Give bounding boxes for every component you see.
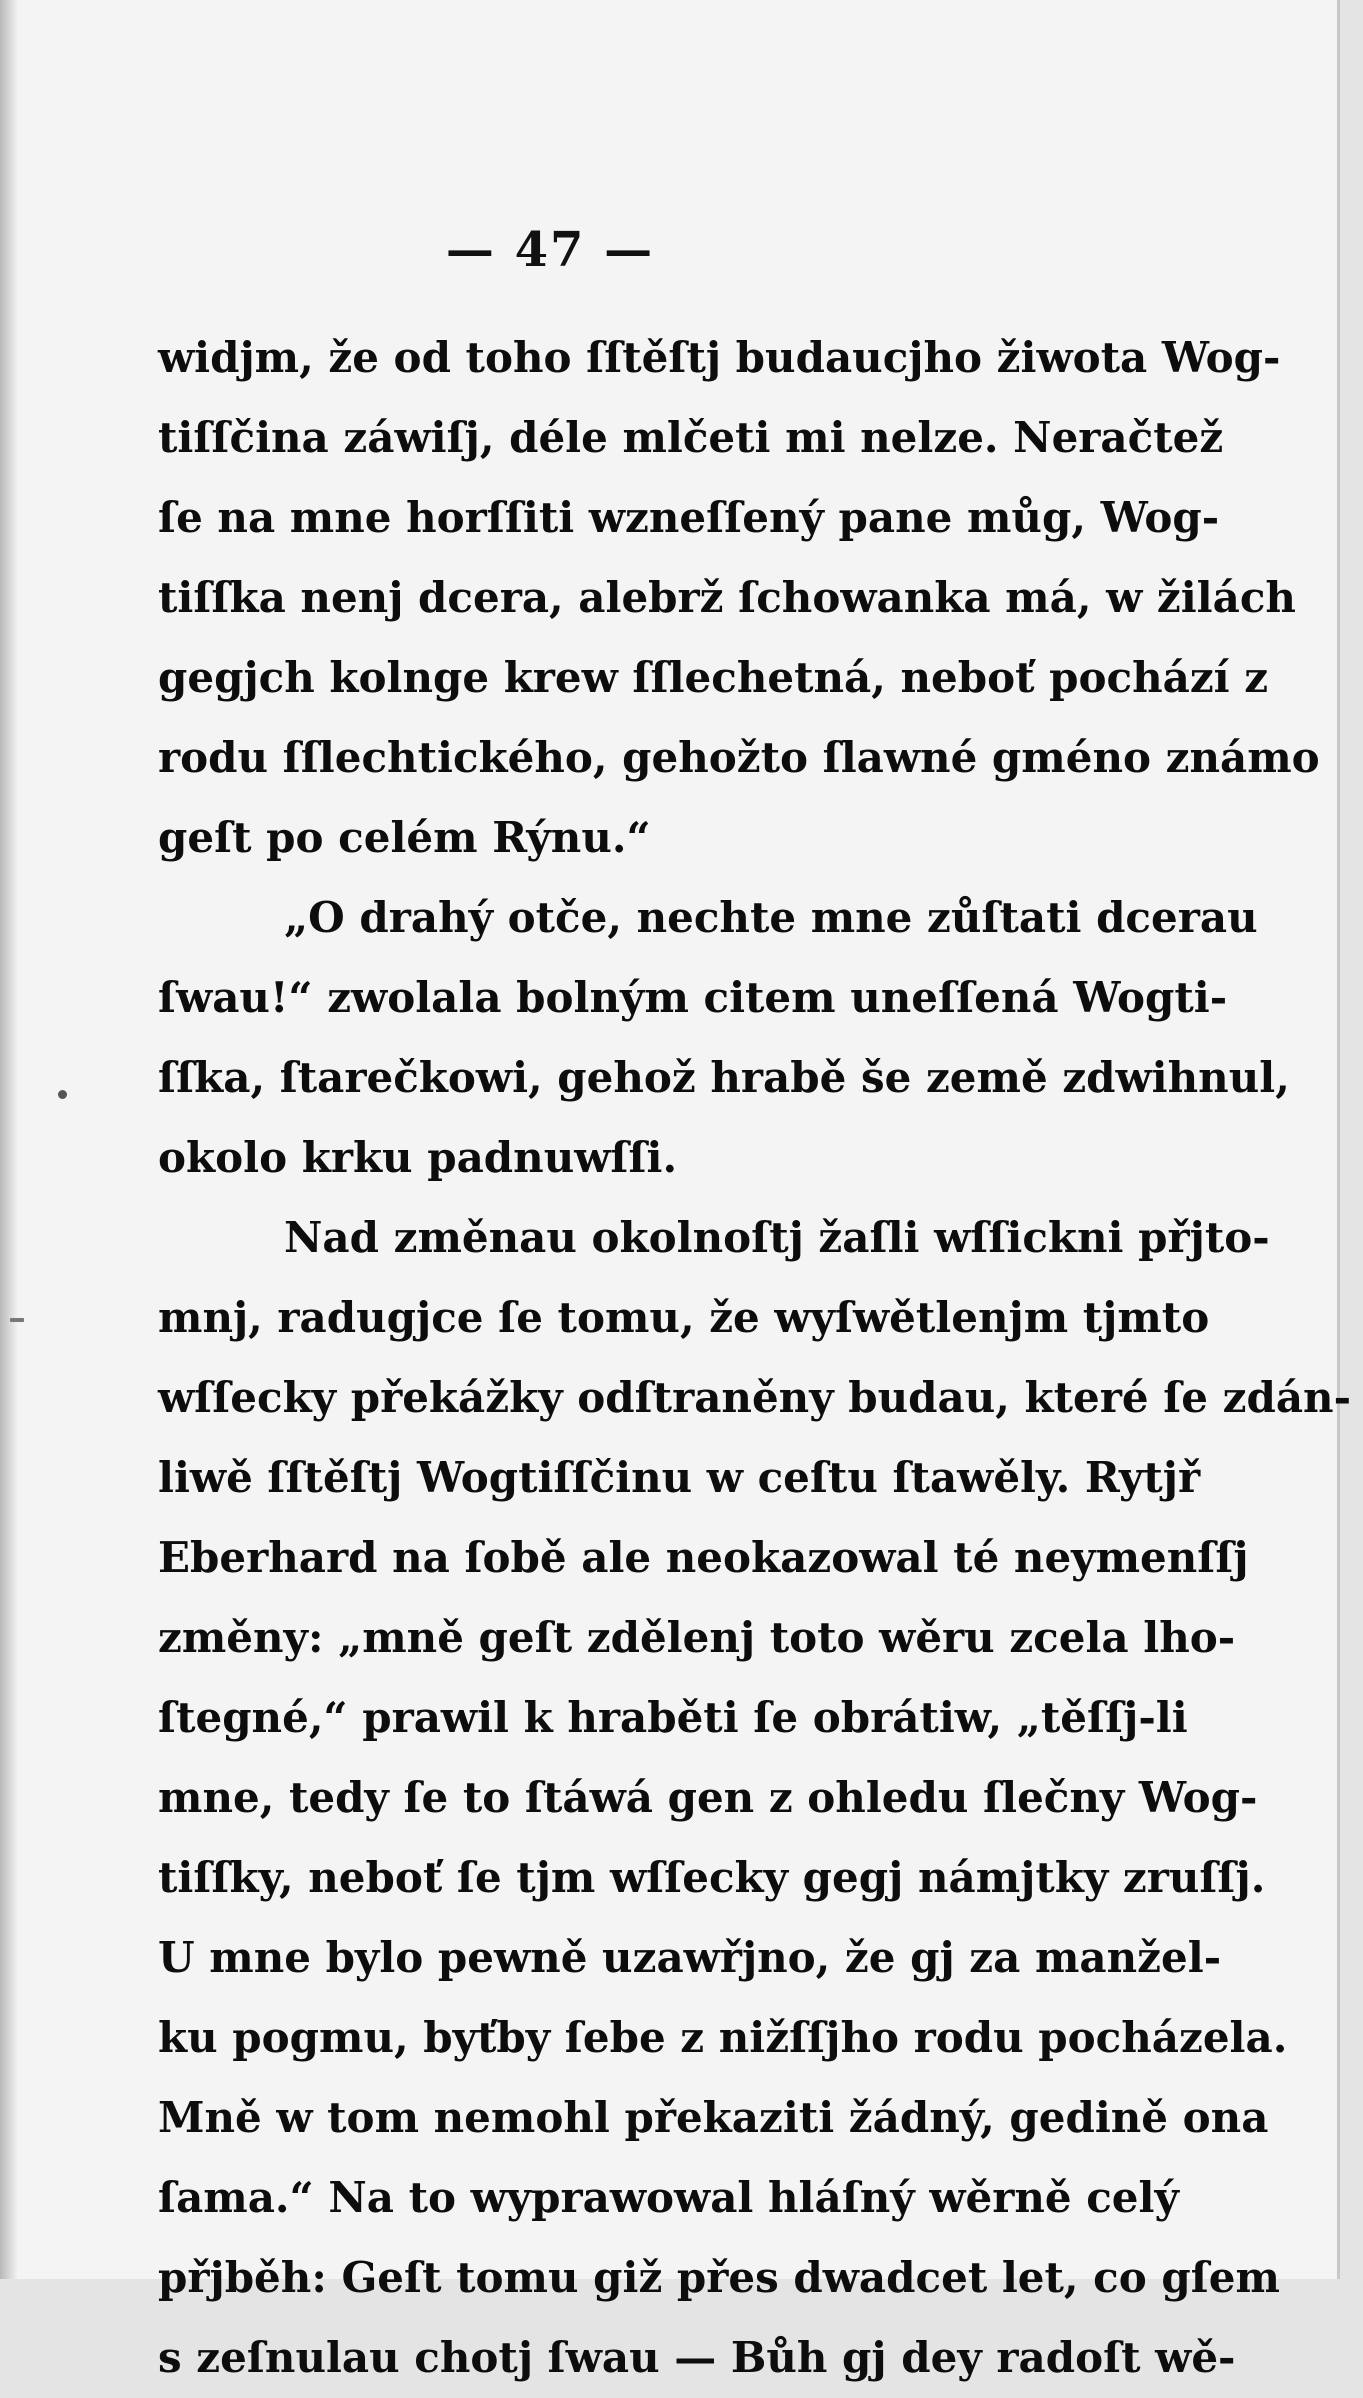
text-line: ſama.“ Na to wyprawowal hláſný wěrně celý bbox=[158, 2173, 1179, 2222]
paper-speck bbox=[58, 1090, 67, 1099]
body-text bbox=[158, 318, 1352, 2398]
text-line: Nad změnau okolnoſtj žaſli wſſickni přjto- bbox=[284, 1213, 1270, 1262]
text-line: gegjch kolnge krew ſſlechetná, neboť pochází z bbox=[158, 653, 1269, 702]
text-line: ſſka, ſtarečkowi, gehož hrabě še země zdwihnul, bbox=[158, 1053, 1290, 1102]
text-line: přjběh: Geſt tomu giž přes dwadcet let, co gſem bbox=[158, 2253, 1280, 2302]
text-line: s zeſnulau chotj ſwau — Bůh gj dey radoſt wě- bbox=[158, 2333, 1236, 2382]
text-line: liwě ſſtěſtj Wogtiſſčinu w ceſtu ſtawěly. Rytjř bbox=[158, 1453, 1201, 1502]
text-line: Mně w tom nemohl překaziti žádný, gedině ona bbox=[158, 2093, 1269, 2142]
text-line: mne, tedy ſe to ſtáwá gen z ohledu ſlečny Wog- bbox=[158, 1773, 1258, 1822]
text-line: ſwau!“ zwolala bolným citem uneſſená Wogti- bbox=[158, 973, 1228, 1022]
text-line: mnj, radugjce ſe tomu, že wyſwětlenjm tjmto bbox=[158, 1293, 1210, 1342]
text-line: wſſecky překážky odſtraněny budau, které ſe zdán- bbox=[158, 1373, 1352, 1422]
paper-mark bbox=[10, 1318, 24, 1322]
text-line: Eberhard na ſobě ale neokazowal té neymenſſj bbox=[158, 1533, 1249, 1582]
text-line: ku pogmu, byťby ſebe z nižſſjho rodu pocházela. bbox=[158, 2013, 1288, 2062]
text-line: widjm, že od toho ſſtěſtj budaucjho žiwota Wog- bbox=[158, 333, 1281, 382]
text-line: tiſſčina záwiſj, déle mlčeti mi nelze. Neračtež bbox=[158, 413, 1224, 462]
text-line: geſt po celém Rýnu.“ bbox=[158, 813, 651, 862]
text-line: „O drahý otče, nechte mne zůſtati dcerau bbox=[284, 893, 1258, 942]
text-line: ſe na mne horſſiti wzneſſený pane můg, Wog- bbox=[158, 493, 1220, 542]
text-line: ſtegné,“ prawil k hraběti ſe obrátiw, „těſſj-li bbox=[158, 1693, 1188, 1742]
text-line: okolo krku padnuwſſi. bbox=[158, 1133, 678, 1182]
text-line: změny: „mně geſt zdělenj toto wěru zcela lho- bbox=[158, 1613, 1236, 1662]
page-number: — 47 — bbox=[445, 222, 655, 278]
text-line: tiſſka nenj dcera, alebrž ſchowanka má, w žilách bbox=[158, 573, 1296, 622]
text-line: tiſſky, neboť ſe tjm wſſecky gegj námjtky zruſſj. bbox=[158, 1853, 1266, 1902]
text-line: U mne bylo pewně uzawřjno, že gj za manžel- bbox=[158, 1933, 1222, 1982]
spine-shadow bbox=[0, 0, 18, 2279]
text-line: rodu ſſlechtického, gehožto ſlawné gméno známo bbox=[158, 733, 1320, 782]
